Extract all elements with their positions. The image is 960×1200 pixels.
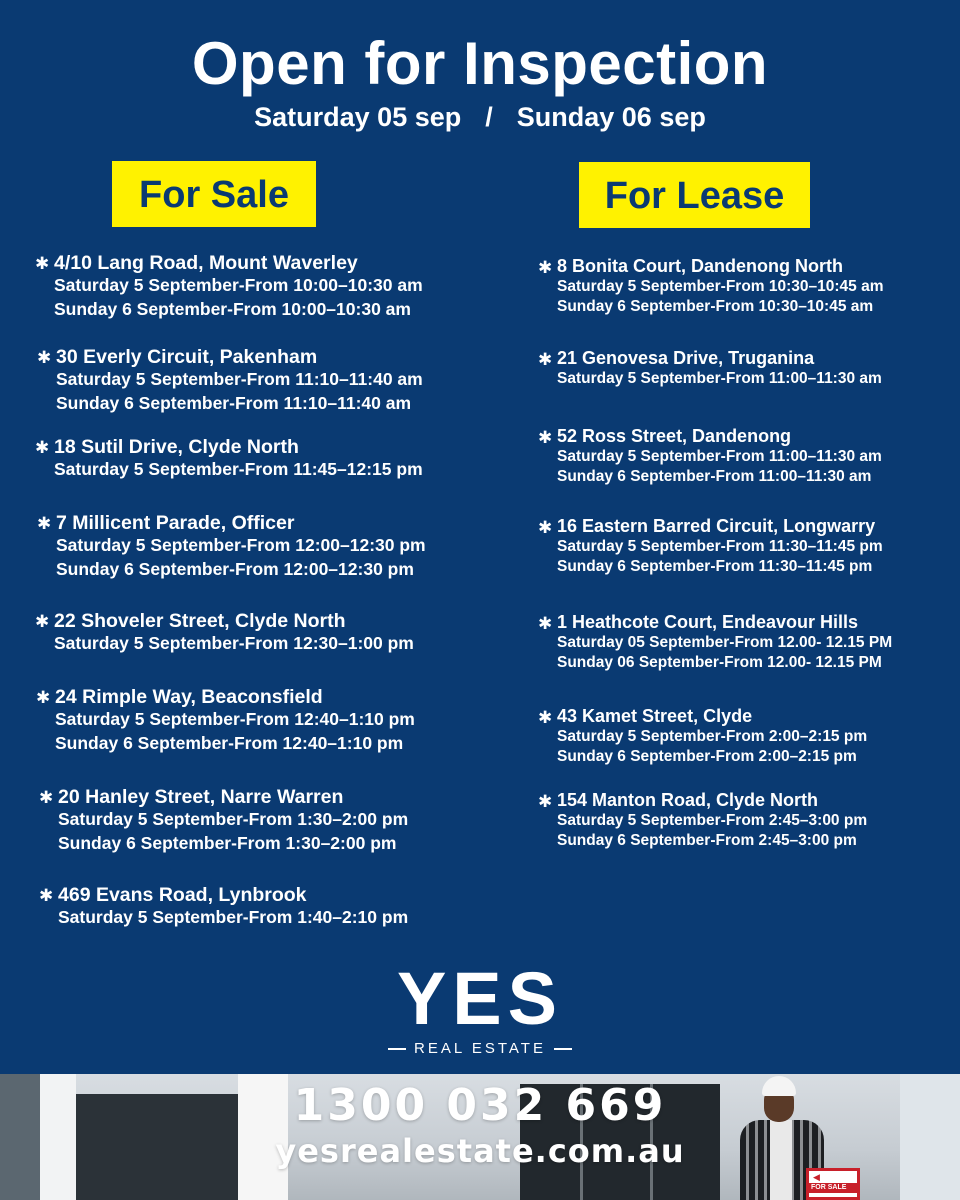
asterisk-icon: ✱ <box>538 614 553 633</box>
sign-arrow-icon: ◀ <box>813 1172 820 1182</box>
listing-item <box>35 610 414 656</box>
asterisk-icon: ✱ <box>538 708 553 727</box>
inspection-time: Sunday 6 September-From 2:00–2:15 pm <box>557 748 857 766</box>
sign-text: FOR SALE <box>811 1184 847 1191</box>
inspection-time: Saturday 5 September-From 12:00–12:30 pm <box>56 535 426 556</box>
listing-address-text: 1 Heathcote Court, Endeavour Hills <box>557 612 859 632</box>
date-separator: / <box>485 102 493 132</box>
asterisk-icon: ✱ <box>538 428 553 447</box>
for-sale-badge <box>112 161 316 227</box>
inspection-time: Saturday 5 September-From 10:00–10:30 am <box>54 275 423 296</box>
logo-subtitle-text: REAL ESTATE <box>414 1040 546 1057</box>
listing-address-text: 16 Eastern Barred Circuit, Longwarry <box>557 516 876 536</box>
page-title: Open for Inspection <box>191 30 769 97</box>
inspection-time: Saturday 5 September-From 2:00–2:15 pm <box>557 727 868 745</box>
listing-address <box>35 252 423 274</box>
listing-address <box>538 706 867 727</box>
date-sunday: Sunday 06 sep <box>516 102 706 132</box>
asterisk-icon: ✱ <box>538 258 553 277</box>
inspection-time: Saturday 5 September-From 11:45–12:15 pm <box>54 459 423 480</box>
inspection-time: Sunday 06 September-From 12.00- 12.15 PM <box>557 654 882 672</box>
inspection-time: Sunday 6 September-From 1:30–2:00 pm <box>58 833 397 854</box>
asterisk-icon: ✱ <box>39 788 54 807</box>
listing-item <box>538 426 882 488</box>
inspection-time: Sunday 6 September-From 11:10–11:40 am <box>56 393 412 414</box>
listing-address <box>538 256 884 277</box>
inspection-time: Sunday 6 September-From 11:00–11:30 am <box>557 468 872 486</box>
asterisk-icon: ✱ <box>35 438 50 457</box>
inspection-dates <box>0 104 960 131</box>
listing-address <box>37 512 426 534</box>
inspection-time: Sunday 6 September-From 10:30–10:45 am <box>557 298 874 316</box>
for-sale-sign <box>806 1168 860 1200</box>
listing-address-text: 469 Evans Road, Lynbrook <box>58 884 307 906</box>
listing-address-text: 20 Hanley Street, Narre Warren <box>58 786 344 808</box>
asterisk-icon: ✱ <box>35 612 50 631</box>
listing-address-text: 22 Shoveler Street, Clyde North <box>54 610 346 632</box>
inspection-time: Saturday 5 September-From 12:40–1:10 pm <box>55 709 415 730</box>
for-lease-label: For Lease <box>604 175 785 217</box>
listing-item <box>538 256 884 318</box>
logo-subtitle <box>388 1040 572 1057</box>
listing-address <box>35 436 423 458</box>
listing-address <box>538 612 892 633</box>
listing-address-text: 43 Kamet Street, Clyde <box>557 706 753 726</box>
listing-item <box>39 884 409 930</box>
inspection-time: Saturday 5 September-From 10:30–10:45 am <box>557 277 884 295</box>
asterisk-icon: ✱ <box>538 518 553 537</box>
for-lease-badge <box>579 162 810 228</box>
listing-item <box>538 612 893 674</box>
inspection-time: Saturday 05 September-From 12.00- 12.15 PM <box>557 633 893 651</box>
logo-wordmark: YES <box>396 957 564 1040</box>
asterisk-icon: ✱ <box>538 792 553 811</box>
listing-address-text: 24 Rimple Way, Beaconsfield <box>55 686 323 708</box>
listing-address-text: 30 Everly Circuit, Pakenham <box>56 346 318 368</box>
inspection-time: Saturday 5 September-From 1:40–2:10 pm <box>58 907 409 928</box>
listing-address-text: 7 Millicent Parade, Officer <box>56 512 295 534</box>
logo-rule-right <box>554 1048 572 1050</box>
listing-item <box>37 512 426 582</box>
listing-address <box>39 786 408 808</box>
website-url: yesrealestate.com.au <box>275 1132 685 1170</box>
brand-logo <box>0 957 960 1057</box>
listing-item <box>37 346 423 416</box>
date-saturday: Saturday 05 sep <box>254 102 462 132</box>
listing-item <box>39 786 409 856</box>
asterisk-icon: ✱ <box>37 348 52 367</box>
listing-item <box>36 686 415 756</box>
listing-address-text: 8 Bonita Court, Dandenong North <box>557 256 843 276</box>
listing-item <box>538 516 883 578</box>
listing-address <box>36 686 415 708</box>
inspection-time: Saturday 5 September-From 11:10–11:40 am <box>56 369 423 390</box>
inspection-time: Saturday 5 September-From 1:30–2:00 pm <box>58 809 409 830</box>
inspection-time: Saturday 5 September-From 2:45–3:00 pm <box>557 811 868 829</box>
listing-address-text: 154 Manton Road, Clyde North <box>557 790 819 810</box>
listing-address-text: 52 Ross Street, Dandenong <box>557 426 792 446</box>
asterisk-icon: ✱ <box>35 254 50 273</box>
inspection-time: Saturday 5 September-From 12:30–1:00 pm <box>54 633 414 654</box>
logo-rule-left <box>388 1048 406 1050</box>
for-sale-label: For Sale <box>139 174 289 216</box>
inspection-time: Saturday 5 September-From 11:00–11:30 am <box>557 369 882 387</box>
asterisk-icon: ✱ <box>37 514 52 533</box>
listing-item <box>538 348 882 389</box>
asterisk-icon: ✱ <box>39 886 54 905</box>
listing-address <box>35 610 414 632</box>
inspection-time: Sunday 6 September-From 12:00–12:30 pm <box>56 559 414 580</box>
inspection-time: Sunday 6 September-From 10:00–10:30 am <box>54 299 411 320</box>
listing-address <box>538 348 882 369</box>
listing-item <box>538 706 868 768</box>
listing-item <box>35 436 423 482</box>
inspection-time: Sunday 6 September-From 12:40–1:10 pm <box>55 733 404 754</box>
listing-address-text: 21 Genovesa Drive, Truganina <box>557 348 815 368</box>
listing-address <box>37 346 423 368</box>
listing-item <box>35 252 423 322</box>
listing-address <box>39 884 408 906</box>
listing-address-text: 4/10 Lang Road, Mount Waverley <box>54 252 358 274</box>
listing-address <box>538 426 882 447</box>
inspection-time: Sunday 6 September-From 11:30–11:45 pm <box>557 558 873 576</box>
listing-address-text: 18 Sutil Drive, Clyde North <box>54 436 299 458</box>
asterisk-icon: ✱ <box>538 350 553 369</box>
asterisk-icon: ✱ <box>36 688 51 707</box>
listing-address <box>538 790 867 811</box>
listing-address <box>538 516 883 537</box>
inspection-time: Sunday 6 September-From 2:45–3:00 pm <box>557 832 857 850</box>
inspection-time: Saturday 5 September-From 11:30–11:45 pm <box>557 537 883 555</box>
phone-number: 1300 032 669 <box>293 1080 667 1131</box>
listing-item <box>538 790 868 852</box>
inspection-time: Saturday 5 September-From 11:00–11:30 am <box>557 447 882 465</box>
